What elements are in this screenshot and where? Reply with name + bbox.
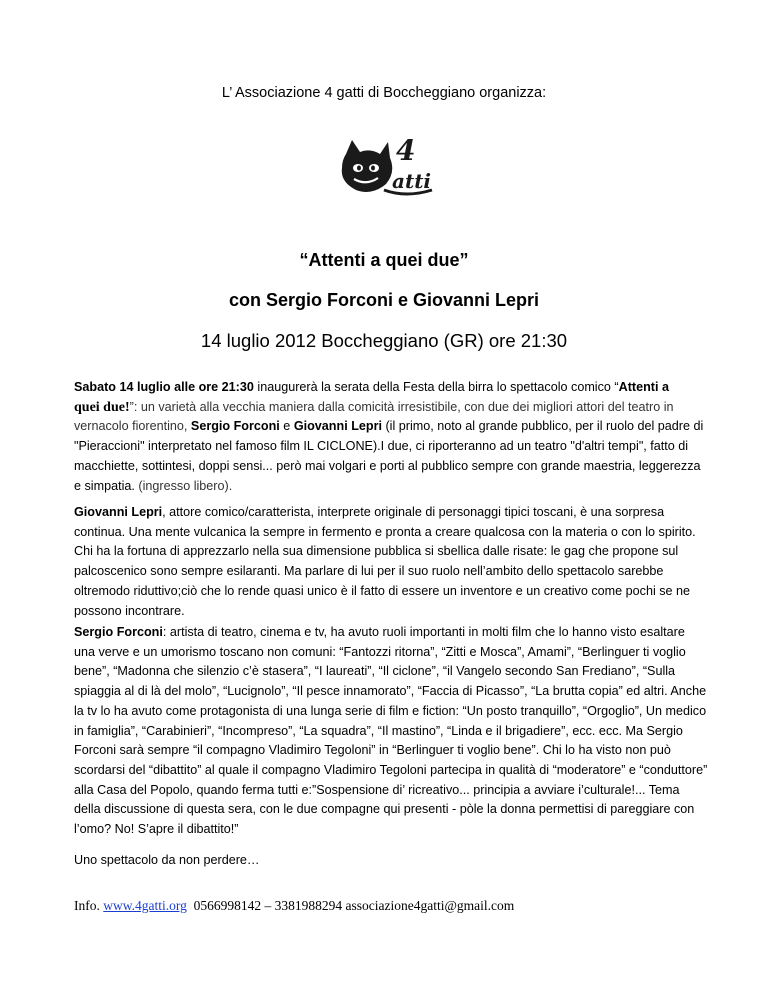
title-ref: Attenti a	[618, 380, 669, 394]
show-title: “Attenti a quei due”	[299, 250, 469, 270]
contact-details: 0566998142 – 3381988294 associazione4gatti@gmail.com	[186, 898, 515, 913]
admission-note: (ingresso libero).	[134, 478, 233, 493]
text: inaugurerà la serata della Festa della birra lo spettacolo comico “	[253, 380, 619, 394]
event-date: 14 luglio 2012 Boccheggiano (GR) ore 21:30	[200, 330, 568, 351]
website-link[interactable]: www.4gatti.org	[103, 898, 187, 913]
text: ”: un varietà alla vecchia maniera dalla comicità irresistibile, con due dei migliori attori del teatro in vernacolo fiorentino,	[74, 399, 674, 434]
svg-text:atti: atti	[392, 169, 432, 193]
paragraph-lepri	[74, 503, 708, 621]
text: (il primo, noto al grande pubblico, per il ruolo del padre di "Pieraccioni" interpretato nel famoso film IL CICLONE).I due, ci riporteranno ad un teatro "d'altri tempi", fatto di macchiette, sottintesi, doppi sensi... però mai volgari e porti al pubblico sempre con grande maestria, leggerezza e simpatia.	[74, 419, 704, 493]
info-label: Info.	[74, 898, 104, 913]
actor-name: Giovanni Lepri	[74, 505, 163, 519]
actor-name: Sergio Forconi	[190, 419, 280, 434]
text: : artista di teatro, cinema e tv, ha avuto ruoli importanti in molti film che lo hanno visto esaltare una verve e un umorismo toscano non comuni: “Fantozzi ritorna”, “Zitti e Mosca”, Amami”, “Berlinguer ti voglio bene”, “Madonna che silenzio c’è stasera”, “I laureati”, “Il ciclone”, “il Vangelo secondo San Frediano”, “Sulla spiaggia al di là del molo”, “Lucignolo”, “Il pesce innamorato”, “Faccia di Picasso”, “La brutta copia” ed altri. Anche la tv lo ha avuto come protagonista di una lunga serie di film e fiction: “Un posto tranquillo”, “Orgoglio”, Un medico in famiglia”, “Carabinieri”, “Incompreso”, “La squadra”, “Il mastino”, “Linda e il brigadiere”, ecc. ecc. Ma Sergio Forconi sarà sempre “il compagno Vladimiro Tegoloni” in “Berlinguer ti voglio bene”. Chi lo ha visto non può scordarsi del “dibattito” al quale il compagno Vladimiro Tegoloni partecipa in qualità di “moderatore” e “conduttore” alla Casa del Popolo, quando ferma tutti e:”Sospensione di’ ricreativo... principia a avviare i’culturale!... Tema della discussione di questa sera, con le due compagne qui presenti - pòle la donna permettisi di pareggiare con l’omo? No! S’apre il dibattito!”	[74, 625, 708, 837]
svg-text:4: 4	[396, 134, 416, 167]
actor-name: Giovanni Lepri	[293, 419, 382, 434]
text: e	[279, 419, 294, 434]
closing-line: Uno spettacolo da non perdere…	[74, 853, 260, 867]
show-subtitle: con Sergio Forconi e Giovanni Lepri	[228, 290, 540, 310]
actor-name: Sergio Forconi	[74, 625, 163, 639]
paragraph-intro	[74, 378, 708, 496]
text: , attore comico/caratterista, interprete originale di personaggi tipici toscani, è una sorpresa continua. Una mente vulcanica la sempre in fermento e pronta a creare qualcosa con la materia o con lo spirito. Chi ha la fortuna di apprezzarlo nella sua dimensione pubblica si sbellica dalle risate: le gag che propone sul palcoscenico sono sempre esilaranti. Ma parlare di lui per il suo ruolo nell’ambito dello spettacolo sarebbe oltremodo riduttivo;ciò che lo rende quasi unico è il fatto di essere un inventore e un creativo come pochi se ne possono incontrare.	[74, 505, 696, 618]
intro-line: L’ Associazione 4 gatti di Boccheggiano organizza:	[221, 85, 547, 101]
event-datetime: Sabato 14 luglio alle ore 21:30	[74, 380, 254, 394]
title-ref-cont: quei due!	[74, 399, 130, 415]
info-footer	[74, 898, 514, 914]
4gatti-logo	[336, 132, 444, 204]
cat-logo-icon	[336, 132, 444, 204]
paragraph-forconi	[74, 623, 708, 840]
